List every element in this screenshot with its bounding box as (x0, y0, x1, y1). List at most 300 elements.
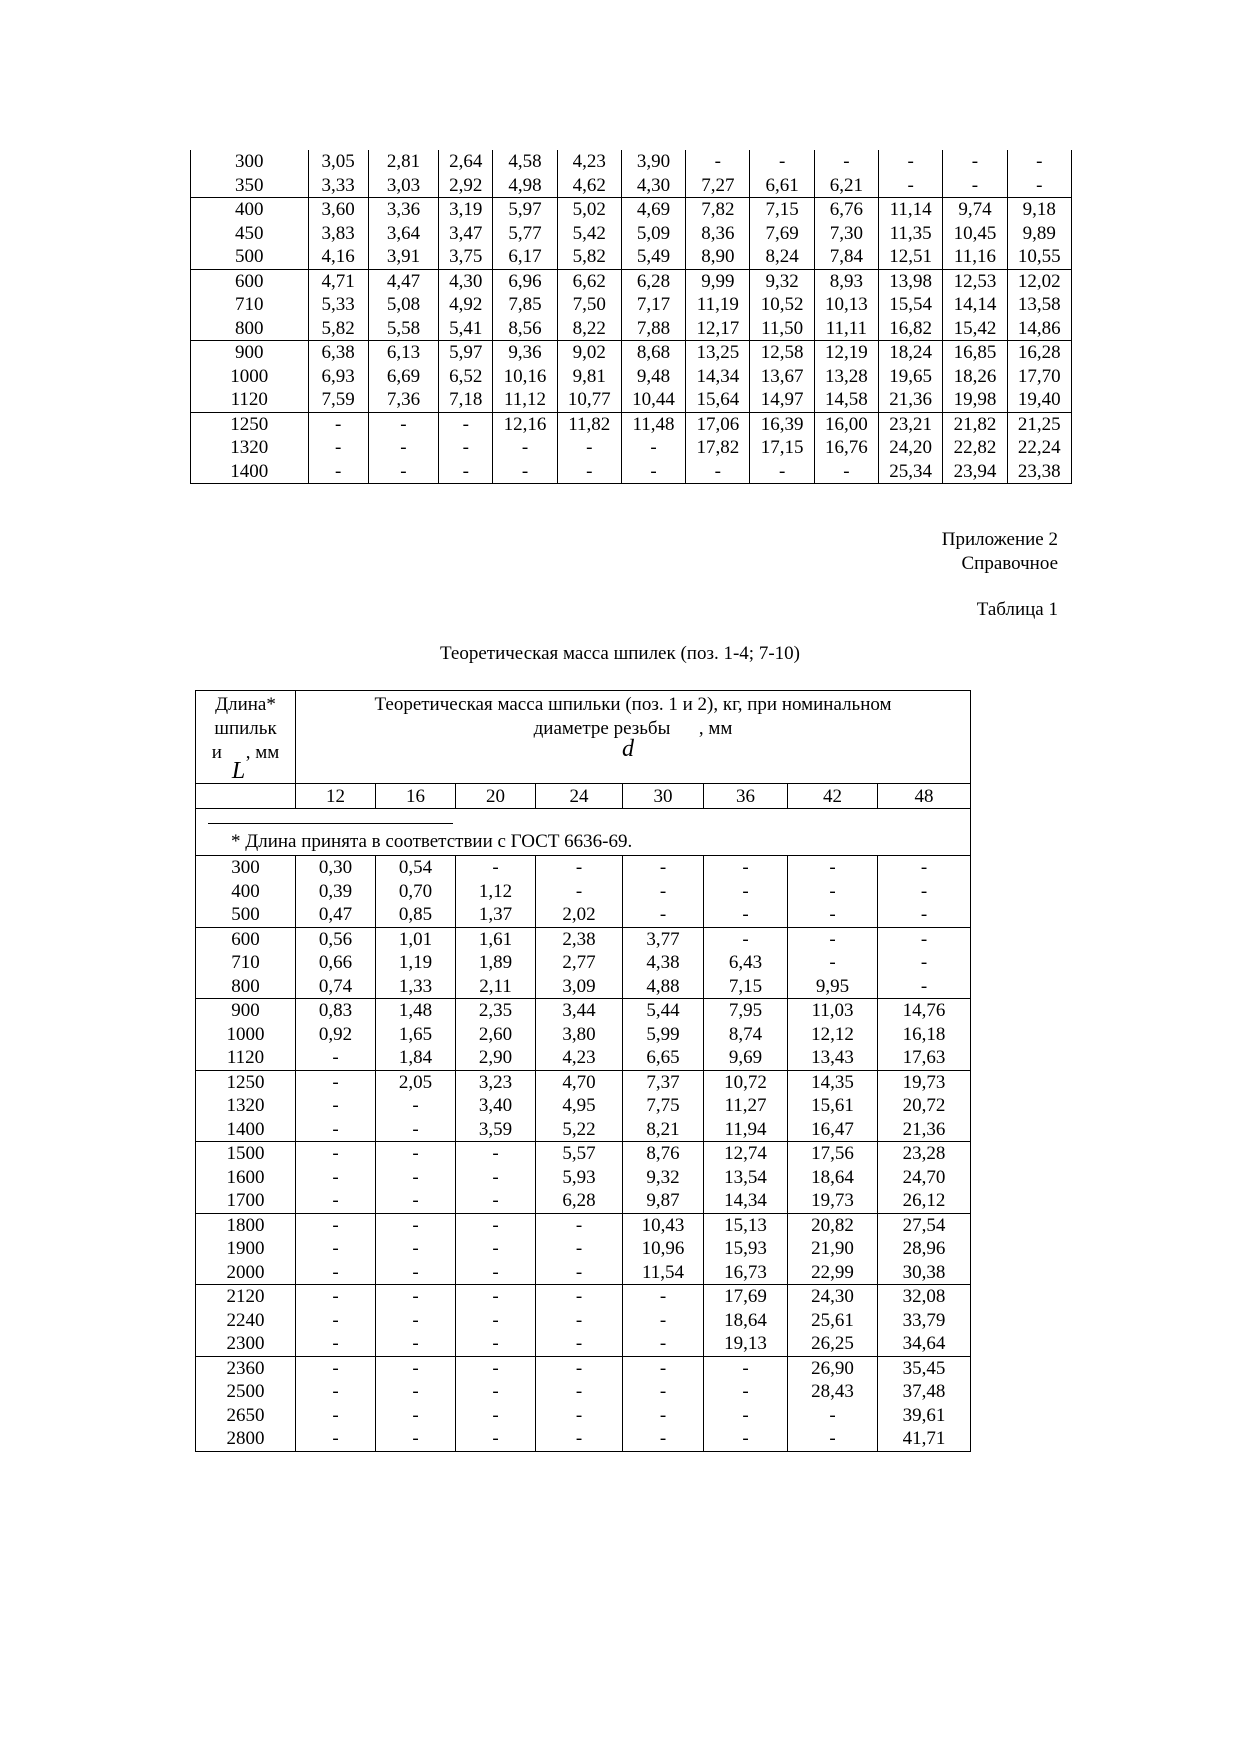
mass-cell: 4,30 (621, 174, 685, 198)
mass-cell: - (439, 436, 493, 460)
table-title: Теоретическая масса шпилек (поз. 1-4; 7-10) (440, 643, 800, 664)
length-cell: 1900 (196, 1237, 296, 1261)
table-row (191, 269, 1072, 293)
mass-cell: 10,16 (493, 365, 557, 389)
mass-cell: 19,73 (878, 1070, 971, 1094)
mass-cell: 12,74 (704, 1142, 788, 1166)
mass-cell: 8,93 (814, 269, 878, 293)
mass-cell: - (368, 460, 438, 484)
mass-cell: 37,48 (878, 1380, 971, 1404)
mass-cell: 13,28 (814, 365, 878, 389)
length-cell: 1000 (196, 1023, 296, 1047)
mass-cell: 18,26 (943, 365, 1007, 389)
mass-cell: 17,56 (788, 1142, 878, 1166)
mass-cell: 0,56 (296, 927, 376, 951)
mass-cell: 27,54 (878, 1213, 971, 1237)
mass-cell: 30,38 (878, 1261, 971, 1285)
mass-cell: 4,98 (493, 174, 557, 198)
mass-cell: 9,95 (788, 975, 878, 999)
table-row (196, 1404, 971, 1428)
mass-cell: 1,33 (376, 975, 456, 999)
mass-cell: 9,48 (621, 365, 685, 389)
mass-cell: 5,33 (308, 293, 368, 317)
mass-cell: - (788, 856, 878, 880)
mass-cell: 5,02 (557, 198, 621, 222)
mass-cell: - (686, 460, 750, 484)
mass-cell: 7,88 (621, 317, 685, 341)
mass-cell: 8,21 (623, 1118, 704, 1142)
mass-cell: 14,34 (704, 1189, 788, 1213)
mass-cell: 6,61 (750, 174, 814, 198)
mass-cell: 5,08 (368, 293, 438, 317)
mass-cell: 16,47 (788, 1118, 878, 1142)
table-row (196, 927, 971, 951)
table-label: Таблица 1 (976, 599, 1058, 620)
mass-cell: 5,41 (439, 317, 493, 341)
mass-cell: 11,16 (943, 245, 1007, 269)
mass-cell: - (296, 1309, 376, 1333)
mass-cell: 4,92 (439, 293, 493, 317)
length-header-line1: Длина* (215, 694, 276, 715)
mass-cell: 14,76 (878, 999, 971, 1023)
mass-cell: - (456, 1332, 536, 1356)
mass-cell: 4,30 (439, 269, 493, 293)
mass-cell: 17,70 (1007, 365, 1071, 389)
mass-cell: 22,82 (943, 436, 1007, 460)
mass-cell: 5,77 (493, 222, 557, 246)
mass-cell: 12,51 (879, 245, 943, 269)
mass-cell: - (788, 880, 878, 904)
mass-cell: 9,02 (557, 341, 621, 365)
mass-cell: 14,58 (814, 388, 878, 412)
length-header-line2: шпильк (214, 718, 277, 739)
mass-cell: 19,40 (1007, 388, 1071, 412)
mass-cell: 0,47 (296, 903, 376, 927)
table-row (196, 1309, 971, 1333)
mass-cell: - (536, 1261, 623, 1285)
mass-cell: - (788, 1404, 878, 1428)
mass-cell: 3,40 (456, 1094, 536, 1118)
mass-cell: 10,77 (557, 388, 621, 412)
table-row (196, 903, 971, 927)
length-cell: 500 (196, 903, 296, 927)
diameter-header-cell: 36 (704, 784, 788, 809)
mass-cell: 5,09 (621, 222, 685, 246)
mass-cell: 11,03 (788, 999, 878, 1023)
mass-cell: 5,97 (493, 198, 557, 222)
mass-cell: 11,14 (879, 198, 943, 222)
mass-cell: 24,70 (878, 1166, 971, 1190)
mass-cell: 21,82 (943, 412, 1007, 436)
length-cell: 1700 (196, 1189, 296, 1213)
mass-cell: - (623, 1380, 704, 1404)
mass-cell: 21,25 (1007, 412, 1071, 436)
mass-cell: - (878, 975, 971, 999)
mass-cell: 18,24 (879, 341, 943, 365)
length-cell: 1120 (191, 388, 309, 412)
mass-cell: 3,83 (308, 222, 368, 246)
mass-cell: - (296, 1094, 376, 1118)
stud-mass-table (195, 690, 971, 1452)
table-row (196, 1046, 971, 1070)
table-row (196, 951, 971, 975)
mass-cell: 7,85 (493, 293, 557, 317)
mass-cell: - (536, 1213, 623, 1237)
mass-cell: 20,82 (788, 1213, 878, 1237)
mass-cell: 3,33 (308, 174, 368, 198)
diameter-header-cell: 12 (296, 784, 376, 809)
mass-cell: - (621, 436, 685, 460)
mass-cell: 6,28 (621, 269, 685, 293)
mass-cell: 8,24 (750, 245, 814, 269)
mass-cell: - (368, 436, 438, 460)
table-row (196, 1094, 971, 1118)
mass-cell: - (623, 1309, 704, 1333)
mass-cell: 12,58 (750, 341, 814, 365)
table-row (196, 1427, 971, 1451)
mass-cell: - (376, 1118, 456, 1142)
mass-cell: - (623, 1332, 704, 1356)
mass-cell: - (296, 1070, 376, 1094)
mass-cell: 4,23 (557, 150, 621, 174)
length-cell: 300 (191, 150, 309, 174)
mass-cell: 25,34 (879, 460, 943, 484)
mass-cell: 3,19 (439, 198, 493, 222)
table-row (196, 1356, 971, 1380)
mass-cell: - (536, 1332, 623, 1356)
mass-cell: 10,13 (814, 293, 878, 317)
mass-cell: - (296, 1404, 376, 1428)
continuation-table (190, 150, 1072, 484)
mass-cell: 25,61 (788, 1309, 878, 1333)
mass-cell: 6,43 (704, 951, 788, 975)
mass-cell: - (704, 1427, 788, 1451)
mass-cell: 16,85 (943, 341, 1007, 365)
diameter-header-cell: 24 (536, 784, 623, 809)
mass-cell: 23,21 (879, 412, 943, 436)
mass-cell: 0,92 (296, 1023, 376, 1047)
appendix-number: Приложение 2 (941, 529, 1058, 550)
mass-cell: 5,49 (621, 245, 685, 269)
mass-cell: 32,08 (878, 1285, 971, 1309)
mass-cell: 12,16 (493, 412, 557, 436)
mass-cell: 3,44 (536, 999, 623, 1023)
mass-cell: 4,70 (536, 1070, 623, 1094)
mass-cell: 7,82 (686, 198, 750, 222)
length-cell: 500 (191, 245, 309, 269)
mass-cell: 19,13 (704, 1332, 788, 1356)
mass-cell: - (536, 1237, 623, 1261)
table-row (196, 1070, 971, 1094)
mass-cell: 9,69 (704, 1046, 788, 1070)
length-cell: 1320 (191, 436, 309, 460)
mass-cell: 9,18 (1007, 198, 1071, 222)
mass-cell: - (308, 436, 368, 460)
mass-cell: 7,75 (623, 1094, 704, 1118)
mass-cell: 7,27 (686, 174, 750, 198)
footnote-cell (196, 809, 971, 856)
mass-cell: 18,64 (704, 1309, 788, 1333)
mass-cell: 7,30 (814, 222, 878, 246)
length-cell: 2500 (196, 1380, 296, 1404)
mass-cell: - (878, 951, 971, 975)
mass-cell: 1,84 (376, 1046, 456, 1070)
mass-cell: 10,96 (623, 1237, 704, 1261)
mass-cell: 6,76 (814, 198, 878, 222)
table-row (196, 975, 971, 999)
mass-cell: 5,82 (308, 317, 368, 341)
mass-cell: - (943, 150, 1007, 174)
mass-cell: - (456, 1213, 536, 1237)
diameter-symbol: d (622, 736, 635, 762)
mass-cell: 6,62 (557, 269, 621, 293)
mass-cell: 1,48 (376, 999, 456, 1023)
mass-cell: 7,15 (704, 975, 788, 999)
mass-cell: 12,02 (1007, 269, 1071, 293)
mass-cell: 33,79 (878, 1309, 971, 1333)
mass-cell: - (1007, 150, 1071, 174)
mass-cell: - (623, 1427, 704, 1451)
mass-cell: - (750, 150, 814, 174)
mass-cell: 41,71 (878, 1427, 971, 1451)
mass-cell: 12,53 (943, 269, 1007, 293)
mass-cell: 12,19 (814, 341, 878, 365)
mass-cell: - (788, 1427, 878, 1451)
mass-cell: 1,37 (456, 903, 536, 927)
mass-cell: - (878, 903, 971, 927)
mass-cell: 5,58 (368, 317, 438, 341)
mass-cell: 24,30 (788, 1285, 878, 1309)
table-row (191, 150, 1072, 174)
length-cell: 1120 (196, 1046, 296, 1070)
mass-cell: 15,13 (704, 1213, 788, 1237)
mass-cell: 11,35 (879, 222, 943, 246)
mass-cell: - (704, 927, 788, 951)
diameter-row (196, 784, 971, 809)
length-cell: 900 (196, 999, 296, 1023)
mass-cell: 11,54 (623, 1261, 704, 1285)
mass-cell: - (704, 1356, 788, 1380)
mass-cell: - (536, 1356, 623, 1380)
mass-cell: 6,52 (439, 365, 493, 389)
mass-cell: 16,00 (814, 412, 878, 436)
mass-cell: - (296, 1332, 376, 1356)
continuation-table-body (191, 150, 1072, 484)
length-cell: 2360 (196, 1356, 296, 1380)
mass-cell: - (296, 1427, 376, 1451)
mass-cell: 16,39 (750, 412, 814, 436)
mass-cell: - (376, 1261, 456, 1285)
mass-cell: 2,35 (456, 999, 536, 1023)
mass-cell: - (623, 880, 704, 904)
mass-cell: 10,43 (623, 1213, 704, 1237)
mass-cell: 8,76 (623, 1142, 704, 1166)
mass-cell: 19,65 (879, 365, 943, 389)
mass-cell: 12,12 (788, 1023, 878, 1047)
mass-cell: - (878, 927, 971, 951)
mass-cell: 14,14 (943, 293, 1007, 317)
mass-cell: - (376, 1380, 456, 1404)
mass-cell: - (557, 436, 621, 460)
mass-cell: - (704, 1380, 788, 1404)
mass-cell: 17,63 (878, 1046, 971, 1070)
appendix-heading (942, 528, 1058, 576)
mass-cell: - (439, 460, 493, 484)
length-cell: 2240 (196, 1309, 296, 1333)
length-header-line3-start: и (211, 742, 222, 763)
mass-cell: - (308, 412, 368, 436)
mass-cell: 2,11 (456, 975, 536, 999)
mass-cell: 15,61 (788, 1094, 878, 1118)
diameter-row-blank (196, 784, 296, 809)
mass-cell: 11,12 (493, 388, 557, 412)
mass-cell: 3,09 (536, 975, 623, 999)
table-row (191, 317, 1072, 341)
mass-cell: 9,99 (686, 269, 750, 293)
table-row (196, 1142, 971, 1166)
mass-cell: 7,17 (621, 293, 685, 317)
mass-cell: 23,94 (943, 460, 1007, 484)
mass-cell: - (814, 460, 878, 484)
mass-cell: 2,92 (439, 174, 493, 198)
mass-cell: 13,54 (704, 1166, 788, 1190)
table-row (191, 365, 1072, 389)
mass-cell: 11,50 (750, 317, 814, 341)
mass-cell: 4,58 (493, 150, 557, 174)
table-row (196, 1332, 971, 1356)
mass-cell: 15,93 (704, 1237, 788, 1261)
mass-cell: 11,82 (557, 412, 621, 436)
mass-cell: - (536, 1404, 623, 1428)
mass-cell: 4,88 (623, 975, 704, 999)
mass-cell: - (376, 1309, 456, 1333)
mass-cell: 15,42 (943, 317, 1007, 341)
mass-cell: - (750, 460, 814, 484)
mass-cell: 3,47 (439, 222, 493, 246)
length-cell: 2300 (196, 1332, 296, 1356)
mass-cell: 5,22 (536, 1118, 623, 1142)
mass-cell: - (296, 1261, 376, 1285)
mass-cell: 3,03 (368, 174, 438, 198)
mass-cell: - (456, 1380, 536, 1404)
mass-cell: - (308, 460, 368, 484)
mass-cell: 6,65 (623, 1046, 704, 1070)
mass-cell: 28,96 (878, 1237, 971, 1261)
table-row (196, 1285, 971, 1309)
mass-cell: 6,93 (308, 365, 368, 389)
mass-cell: - (623, 903, 704, 927)
length-cell: 450 (191, 222, 309, 246)
mass-cell: 0,30 (296, 856, 376, 880)
mass-cell: - (1007, 174, 1071, 198)
table-row (191, 412, 1072, 436)
mass-header-line1: Теоретическая масса шпильки (поз. 1 и 2), кг, при номинальном (374, 694, 892, 715)
mass-cell: - (686, 150, 750, 174)
mass-cell: 3,23 (456, 1070, 536, 1094)
length-cell: 710 (196, 951, 296, 975)
length-cell: 600 (196, 927, 296, 951)
length-cell: 350 (191, 174, 309, 198)
mass-cell: 8,74 (704, 1023, 788, 1047)
mass-cell: 7,15 (750, 198, 814, 222)
mass-cell: - (621, 460, 685, 484)
mass-cell: 11,94 (704, 1118, 788, 1142)
mass-cell: - (623, 1356, 704, 1380)
mass-cell: - (456, 1166, 536, 1190)
mass-cell: - (376, 1094, 456, 1118)
mass-cell: - (456, 1189, 536, 1213)
length-cell: 2120 (196, 1285, 296, 1309)
mass-cell: 12,17 (686, 317, 750, 341)
mass-cell: 14,97 (750, 388, 814, 412)
mass-cell: 16,73 (704, 1261, 788, 1285)
mass-cell: 5,57 (536, 1142, 623, 1166)
mass-cell: 6,69 (368, 365, 438, 389)
mass-cell: 5,97 (439, 341, 493, 365)
mass-cell: 26,25 (788, 1332, 878, 1356)
mass-cell: 1,65 (376, 1023, 456, 1047)
mass-cell: 3,60 (308, 198, 368, 222)
mass-cell: 6,96 (493, 269, 557, 293)
mass-cell: 15,54 (879, 293, 943, 317)
mass-cell: 2,60 (456, 1023, 536, 1047)
mass-cell: 22,24 (1007, 436, 1071, 460)
table-row (196, 1023, 971, 1047)
mass-cell: - (536, 1380, 623, 1404)
mass-cell: 21,90 (788, 1237, 878, 1261)
mass-cell: - (536, 1285, 623, 1309)
length-cell: 2800 (196, 1427, 296, 1451)
mass-cell: - (296, 1189, 376, 1213)
length-cell: 1400 (191, 460, 309, 484)
length-cell: 1320 (196, 1094, 296, 1118)
mass-cell: - (623, 856, 704, 880)
mass-cell: 4,62 (557, 174, 621, 198)
mass-cell: 39,61 (878, 1404, 971, 1428)
mass-cell: - (878, 856, 971, 880)
mass-cell: - (439, 412, 493, 436)
mass-cell: - (456, 1261, 536, 1285)
mass-cell: 9,32 (623, 1166, 704, 1190)
mass-cell: 7,95 (704, 999, 788, 1023)
mass-cell: 7,59 (308, 388, 368, 412)
mass-cell: 6,21 (814, 174, 878, 198)
mass-cell: - (376, 1166, 456, 1190)
mass-cell: 0,83 (296, 999, 376, 1023)
mass-cell: 1,61 (456, 927, 536, 951)
mass-cell: - (536, 880, 623, 904)
mass-header (296, 691, 971, 784)
mass-cell: 3,36 (368, 198, 438, 222)
mass-cell: 8,68 (621, 341, 685, 365)
mass-cell: 5,99 (623, 1023, 704, 1047)
mass-cell: - (623, 1285, 704, 1309)
table-row (196, 1189, 971, 1213)
mass-cell: 3,05 (308, 150, 368, 174)
table-row (191, 198, 1072, 222)
mass-cell: 16,28 (1007, 341, 1071, 365)
length-symbol: L (231, 758, 246, 784)
mass-cell: 13,25 (686, 341, 750, 365)
diameter-header-cell: 42 (788, 784, 878, 809)
length-cell: 2650 (196, 1404, 296, 1428)
mass-cell: 0,54 (376, 856, 456, 880)
appendix-type: Справочное (961, 553, 1058, 574)
mass-cell: - (704, 1404, 788, 1428)
mass-cell: - (456, 1404, 536, 1428)
mass-cell: 7,37 (623, 1070, 704, 1094)
mass-cell: - (296, 1118, 376, 1142)
